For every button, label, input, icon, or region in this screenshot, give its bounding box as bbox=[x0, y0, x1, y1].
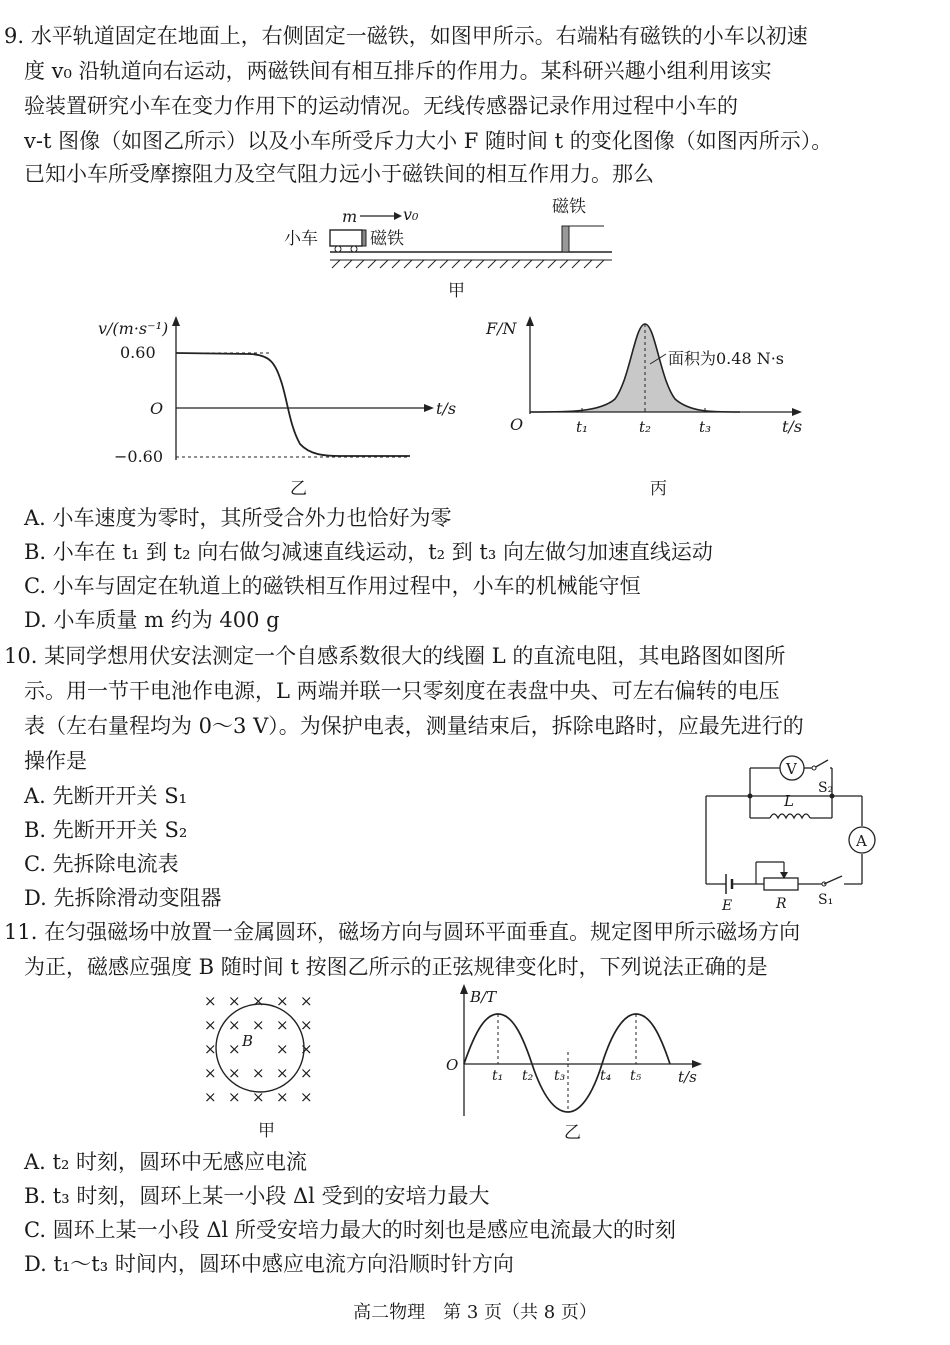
mass-label: m bbox=[342, 207, 358, 226]
yi-xlabel: t/s bbox=[436, 399, 457, 418]
svg-text:×: × bbox=[204, 1016, 217, 1034]
svg-text:×: × bbox=[300, 992, 313, 1010]
bing-ylabel: F/N bbox=[486, 319, 517, 338]
car-label: 小车 bbox=[284, 229, 318, 249]
svg-text:×: × bbox=[204, 1088, 217, 1106]
yi-ylabel: v/(m·s⁻¹) bbox=[98, 319, 169, 338]
svg-text:×: × bbox=[228, 1088, 241, 1106]
bing-tick-t2: t₂ bbox=[639, 418, 652, 436]
q9-line-2: 度 v₀ 沿轨道向右运动，两磁铁间有相互排斥的作用力。某科研兴趣小组利用该实 bbox=[24, 59, 772, 83]
q11-option-a: A. t₂ 时刻，圆环中无感应电流 bbox=[24, 1150, 308, 1174]
bing-tick-t3: t₃ bbox=[699, 418, 712, 436]
bing-xlabel: t/s bbox=[782, 417, 803, 436]
q10-option-b: B. 先断开开关 S₂ bbox=[24, 818, 188, 842]
figure-bing-caption: 丙 bbox=[650, 479, 667, 499]
q9-option-d: D. 小车质量 m 约为 400 g bbox=[24, 608, 280, 632]
q10-line-2: 示。用一节干电池作电源，L 两端并联一只零刻度在表盘中央、可左右偏转的电压 bbox=[24, 679, 780, 703]
fixed-magnet bbox=[562, 226, 569, 252]
bing-tick-t1: t₁ bbox=[576, 418, 589, 436]
q9-figure-bing-ft bbox=[486, 314, 830, 500]
q10-line-1: 10. 某同学想用伏安法测定一个自感系数很大的线圈 L 的直流电阻，其电路图如图所 bbox=[4, 644, 786, 668]
q9-option-b: B. 小车在 t₁ 到 t₂ 向右做匀减速直线运动，t₂ 到 t₃ 向左做匀加速直线运动 bbox=[24, 540, 713, 564]
q10-option-d: D. 先拆除滑动变阻器 bbox=[24, 886, 222, 910]
q11-option-b: B. t₃ 时刻，圆环上某一小段 Δl 受到的安培力最大 bbox=[24, 1184, 490, 1208]
bt-sine-curve bbox=[464, 1014, 670, 1112]
page-footer: 高二物理 第 3 页（共 8 页） bbox=[353, 1302, 597, 1323]
rheostat bbox=[764, 878, 798, 890]
vt-curve bbox=[176, 353, 410, 456]
svg-text:×: × bbox=[276, 1064, 289, 1082]
bt-tick-t4: t₄ bbox=[600, 1068, 612, 1084]
battery-label: E bbox=[722, 898, 733, 914]
switch-s2-label: S₂ bbox=[818, 780, 834, 796]
svg-text:×: × bbox=[300, 1040, 313, 1058]
q11-figure-yi-bt bbox=[440, 984, 730, 1144]
bt-tick-t3: t₃ bbox=[554, 1068, 566, 1084]
switch-s1 bbox=[824, 876, 842, 884]
svg-text:×: × bbox=[204, 1064, 217, 1082]
bt-ylabel: B/T bbox=[470, 988, 497, 1006]
q11-option-d: D. t₁～t₃ 时间内，圆环中感应电流方向沿顺时针方向 bbox=[24, 1252, 514, 1276]
figure-jia-caption-q11: 甲 bbox=[258, 1121, 275, 1141]
car-body bbox=[330, 230, 362, 246]
q9-line-3: 验装置研究小车在变力作用下的运动情况。无线传感器记录作用过程中小车的 bbox=[24, 94, 738, 118]
q9-line-1: 9. 水平轨道固定在地面上，右侧固定一磁铁，如图甲所示。右端粘有磁铁的小车以初速 bbox=[4, 24, 808, 48]
yi-ytick-top: 0.60 bbox=[120, 343, 156, 362]
ft-shaded-area bbox=[530, 324, 740, 412]
svg-text:×: × bbox=[204, 1040, 217, 1058]
car-magnet-label: 磁铁 bbox=[370, 229, 404, 249]
q10-circuit-diagram bbox=[692, 754, 892, 914]
svg-text:×: × bbox=[252, 1016, 265, 1034]
q10-line-3: 表（左右量程均为 0～3 V）。为保护电表，测量结束后，拆除电路时，应最先进行的 bbox=[24, 714, 804, 738]
bt-tick-t2: t₂ bbox=[522, 1068, 534, 1084]
rheostat-label: R bbox=[776, 896, 787, 912]
bing-area-annotation: 面积为0.48 N·s bbox=[668, 349, 785, 368]
svg-text:×: × bbox=[252, 1064, 265, 1082]
q11-option-c: C. 圆环上某一小段 Δl 所受安培力最大的时刻也是感应电流最大的时刻 bbox=[24, 1218, 676, 1242]
ammeter-label: A bbox=[856, 832, 867, 850]
inductor-label: L bbox=[784, 792, 794, 810]
inductor-coil bbox=[770, 814, 810, 818]
switch-s1-label: S₁ bbox=[818, 892, 834, 908]
bt-tick-t5: t₅ bbox=[630, 1068, 642, 1084]
bt-tick-t1: t₁ bbox=[492, 1068, 504, 1084]
v0-label: v₀ bbox=[403, 205, 419, 224]
fixed-magnet-label: 磁铁 bbox=[552, 197, 586, 217]
yi-origin: O bbox=[150, 399, 164, 418]
svg-text:×: × bbox=[228, 1064, 241, 1082]
svg-text:×: × bbox=[252, 992, 265, 1010]
q10-option-c: C. 先拆除电流表 bbox=[24, 852, 179, 876]
svg-text:×: × bbox=[276, 1040, 289, 1058]
figure-yi-caption-q11: 乙 bbox=[564, 1123, 581, 1143]
bt-xlabel: t/s bbox=[678, 1068, 697, 1086]
q11-figure-jia-field bbox=[196, 984, 346, 1144]
svg-text:×: × bbox=[300, 1064, 313, 1082]
q9-option-c: C. 小车与固定在轨道上的磁铁相互作用过程中，小车的机械能守恒 bbox=[24, 574, 641, 598]
q9-option-a: A. 小车速度为零时，其所受合外力也恰好为零 bbox=[24, 506, 452, 530]
svg-text:×: × bbox=[204, 992, 217, 1010]
q10-line-4: 操作是 bbox=[24, 749, 87, 773]
voltmeter-label: V bbox=[786, 760, 797, 778]
bing-origin: O bbox=[510, 415, 524, 434]
figure-yi-caption: 乙 bbox=[290, 479, 307, 499]
yi-ytick-bottom: −0.60 bbox=[114, 447, 164, 466]
svg-text:×: × bbox=[276, 992, 289, 1010]
car-magnet bbox=[362, 230, 366, 246]
q11-line-1: 11. 在匀强磁场中放置一金属圆环，磁场方向与圆环平面垂直。规定图甲所示磁场方向 bbox=[4, 920, 801, 944]
q9-figure-jia bbox=[270, 192, 630, 304]
svg-text:×: × bbox=[252, 1088, 265, 1106]
q11-line-2: 为正，磁感应强度 B 随时间 t 按图乙所示的正弦规律变化时，下列说法正确的是 bbox=[24, 955, 768, 979]
q10-option-a: A. 先断开开关 S₁ bbox=[24, 784, 187, 808]
svg-text:×: × bbox=[300, 1016, 313, 1034]
q9-line-5: 已知小车所受摩擦阻力及空气阻力远小于磁铁间的相互作用力。那么 bbox=[24, 162, 654, 186]
svg-text:×: × bbox=[228, 1040, 241, 1058]
figure-jia-caption: 甲 bbox=[448, 281, 465, 301]
field-cross-marks bbox=[204, 992, 313, 1106]
ring-B-label: B bbox=[242, 1032, 254, 1050]
svg-text:×: × bbox=[300, 1088, 313, 1106]
q9-figure-yi-vt bbox=[98, 314, 470, 500]
bt-origin: O bbox=[446, 1056, 459, 1074]
svg-text:×: × bbox=[228, 1016, 241, 1034]
svg-text:×: × bbox=[276, 1016, 289, 1034]
svg-text:×: × bbox=[276, 1088, 289, 1106]
svg-text:×: × bbox=[228, 992, 241, 1010]
q9-line-4: v-t 图像（如图乙所示）以及小车所受斥力大小 F 随时间 t 的变化图像（如图丙所示）。 bbox=[24, 129, 833, 153]
